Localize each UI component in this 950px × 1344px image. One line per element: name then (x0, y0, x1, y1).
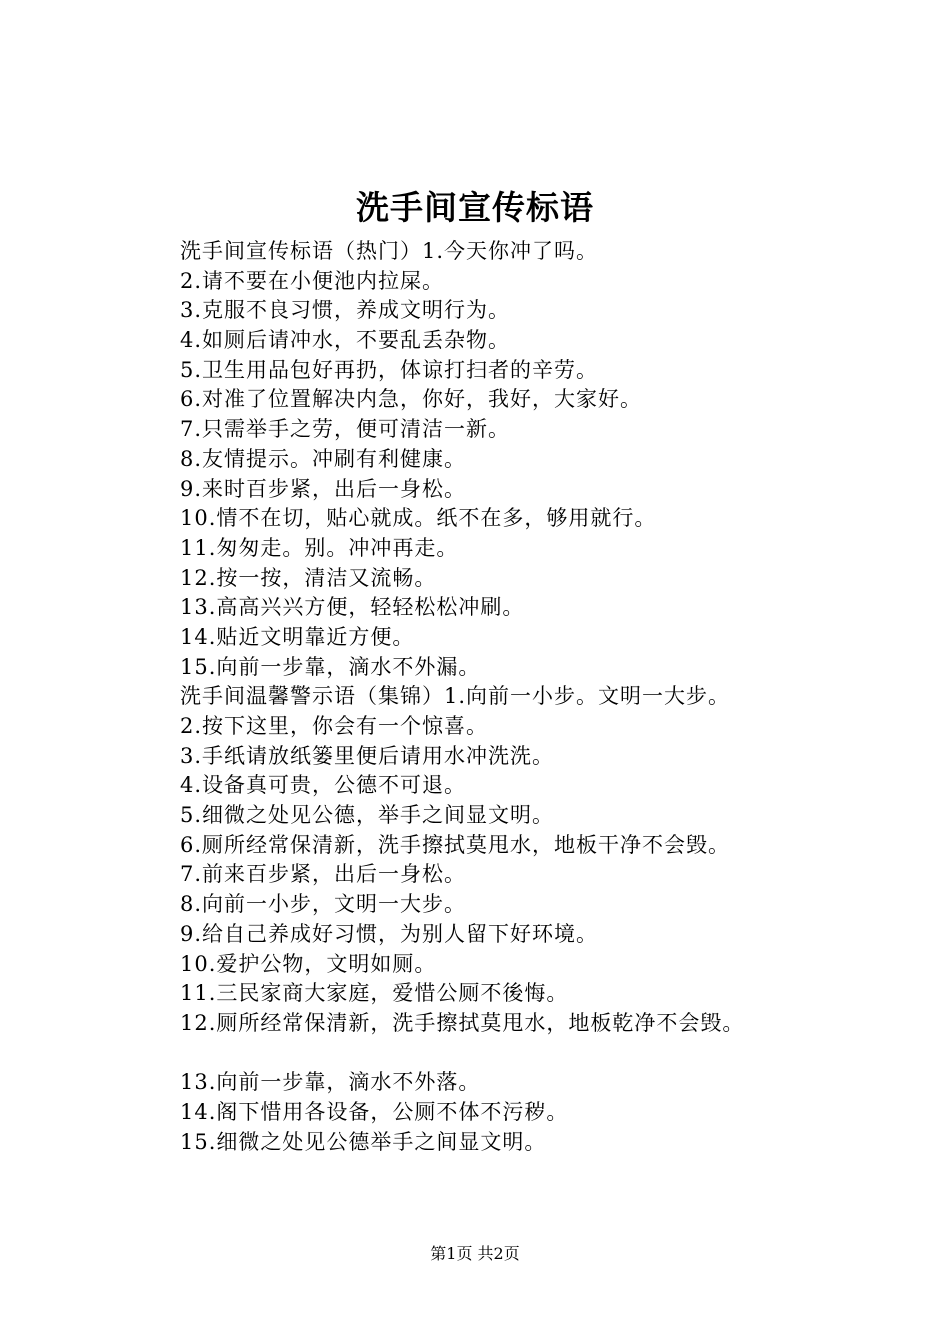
body-line: 8.友情提示。冲刷有利健康。 (180, 446, 467, 471)
body-line: 14.阁下惜用各设备，公厕不体不污秽。 (180, 1099, 569, 1124)
body-line: 13.向前一步靠，滴水不外落。 (180, 1070, 481, 1095)
body-line: 2.按下这里，你会有一个惊喜。 (180, 714, 489, 738)
body-line: 6.厕所经常保清新，洗手擦拭莫甩水，地板干净不会毁。 (180, 832, 731, 857)
body-line: 10.情不在切，贴心就成。纸不在多，够用就行。 (180, 506, 657, 531)
body-line: 5.卫生用品包好再扔，体谅打扫者的辛劳。 (180, 357, 599, 382)
body-line: 4.设备真可贵，公德不可退。 (180, 773, 467, 798)
body-line: 11.匆匆走。别。冲冲再走。 (180, 535, 459, 560)
body-line: 7.只需举手之劳，便可清洁一新。 (180, 417, 511, 442)
body-line: 3.克服不良习惯，养成文明行为。 (180, 298, 511, 323)
document-title: 洗手间宣传标语 (356, 188, 594, 227)
body-line: 4.如厕后请冲水，不要乱丢杂物。 (180, 328, 511, 353)
body-line: 7.前来百步紧，出后一身松。 (180, 862, 467, 887)
body-line: 12.按一按，清洁又流畅。 (180, 565, 437, 590)
blank-line (180, 1039, 900, 1069)
body-line: 6.对准了位置解决内急，你好，我好，大家好。 (180, 387, 643, 412)
body-line: 5.细微之处见公德，举手之间显文明。 (180, 803, 555, 828)
body-line: 15.细微之处见公德举手之间显文明。 (180, 1129, 547, 1154)
body-line: 3.手纸请放纸篓里便后请用水冲洗洗。 (180, 743, 555, 768)
body-line: 洗手间温馨警示语（集锦）1.向前一小步。文明一大步。 (180, 684, 731, 709)
document-body (180, 237, 900, 1157)
body-line: 13.高高兴兴方便，轻轻松松冲刷。 (180, 595, 525, 620)
body-line: 洗手间宣传标语（热门）1.今天你冲了吗。 (180, 239, 599, 263)
body-line: 9.给自己养成好习惯，为别人留下好环境。 (180, 921, 599, 946)
body-line: 8.向前一小步，文明一大步。 (180, 892, 467, 917)
body-line: 10.爱护公物，文明如厕。 (180, 951, 437, 976)
page-footer: 第1页 共2页 (430, 1244, 520, 1263)
body-line: 12.厕所经常保清新，洗手擦拭莫甩水，地板乾净不会毁。 (180, 1010, 745, 1035)
body-line: 2.请不要在小便池内拉屎。 (180, 268, 445, 293)
body-line: 15.向前一步靠，滴水不外漏。 (180, 654, 481, 679)
body-line: 11.三民家商大家庭，爱惜公厕不後悔。 (180, 981, 569, 1006)
body-line: 9.来时百步紧，出后一身松。 (180, 476, 467, 501)
body-line: 14.贴近文明靠近方便。 (180, 624, 415, 649)
